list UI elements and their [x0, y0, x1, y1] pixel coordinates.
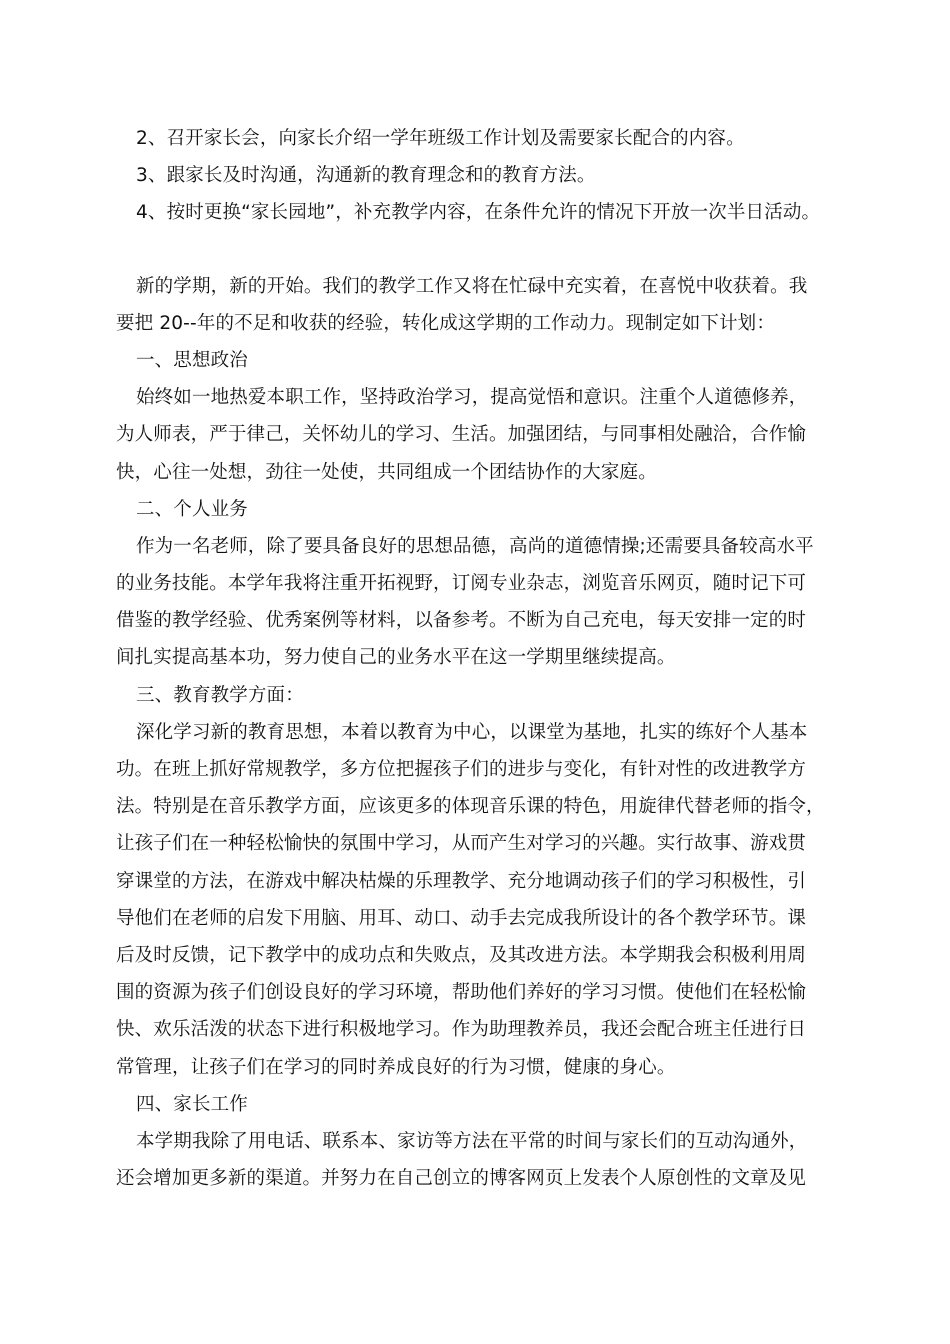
paragraph-line: 作为一名老师，除了要具备良好的思想品德，高尚的道德情操;还需要具备较高水平	[136, 535, 814, 557]
paragraph-line: 还会增加更多新的渠道。并努力在自己创立的博客网页上发表个人原创性的文章及见	[116, 1168, 807, 1190]
section-heading: 四、家长工作	[136, 1093, 248, 1115]
list-item: 3、跟家长及时沟通，沟通新的教育理念和的教育方法。	[136, 165, 596, 187]
paragraph-line: 导他们在老师的启发下用脑、用耳、动口、动手去完成我所设计的各个教学环节。课	[116, 907, 807, 929]
section-gap	[116, 232, 846, 268]
paragraph-line: 快、欢乐活泼的状态下进行积极地学习。作为助理教养员，我还会配合班主任进行日	[116, 1019, 807, 1041]
paragraph-line: 深化学习新的教育思想，本着以教育为中心，以课堂为基地，扎实的练好个人基本	[136, 721, 808, 743]
paragraph-line: 借鉴的教学经验、优秀案例等材料，以备参考。不断为自己充电，每天安排一定的时	[116, 610, 807, 632]
paragraph-line: 法。特别是在音乐教学方面，应该更多的体现音乐课的特色，用旋律代替老师的指令，	[116, 796, 825, 818]
document-body	[116, 120, 846, 1197]
paragraph-line: 始终如一地热爱本职工作，坚持政治学习，提高觉悟和意识。注重个人道德修养，	[136, 387, 808, 409]
paragraph-line: 要把 20--年的不足和收获的经验，转化成这学期的工作动力。现制定如下计划：	[116, 312, 775, 334]
section-ideology	[116, 342, 846, 491]
paragraph-line: 为人师表，严于律己，关怀幼儿的学习、生活。加强团结，与同事相处融洽，合作愉	[116, 424, 807, 446]
section-heading: 三、教育教学方面：	[136, 684, 304, 706]
paragraph-line: 后及时反馈，记下教学中的成功点和失败点，及其改进方法。本学期我会积极利用周	[116, 944, 807, 966]
section-parent-work	[116, 1086, 846, 1198]
paragraph-line: 快，心往一处想，劲往一处使，共同组成一个团结协作的大家庭。	[116, 461, 657, 483]
paragraph-line: 穿课堂的方法，在游戏中解决枯燥的乐理教学、充分地调动孩子们的学习积极性，引	[116, 870, 807, 892]
paragraph-line: 功。在班上抓好常规教学，多方位把握孩子们的进步与变化，有针对性的改进教学方	[116, 759, 807, 780]
section-teaching	[116, 677, 846, 1086]
paragraph-line: 围的资源为孩子们创设良好的学习环境，帮助他们养好的学习习惯。使他们在轻松愉	[116, 982, 807, 1004]
paragraph-line: 常管理，让孩子们在学习的同时养成良好的行为习惯，健康的身心。	[116, 1056, 676, 1078]
section-personal-work	[116, 491, 846, 677]
paragraph-line: 让孩子们在一种轻松愉快的氛围中学习，从而产生对学习的兴趣。实行故事、游戏贯	[116, 833, 807, 855]
section-heading: 一、思想政治	[136, 349, 248, 371]
parent-work-list	[116, 120, 846, 232]
paragraph-line: 间扎实提高基本功，努力使自己的业务水平在这一学期里继续提高。	[116, 647, 676, 669]
list-item: 4、按时更换“家长园地”，补充教学内容，在条件允许的情况下开放一次半日活动。	[136, 202, 821, 224]
intro-paragraph	[116, 268, 846, 342]
list-item: 2、召开家长会，向家长介绍一学年班级工作计划及需要家长配合的内容。	[136, 128, 745, 149]
paragraph-line: 新的学期，新的开始。我们的教学工作又将在忙碌中充实着，在喜悦中收获着。我	[136, 275, 808, 297]
section-heading: 二、个人业务	[136, 498, 248, 520]
paragraph-line: 本学期我除了用电话、联系本、家访等方法在平常的时间与家长们的互动沟通外，	[136, 1130, 808, 1152]
paragraph-line: 的业务技能。本学年我将注重开拓视野，订阅专业杂志，浏览音乐网页，随时记下可	[116, 573, 807, 595]
